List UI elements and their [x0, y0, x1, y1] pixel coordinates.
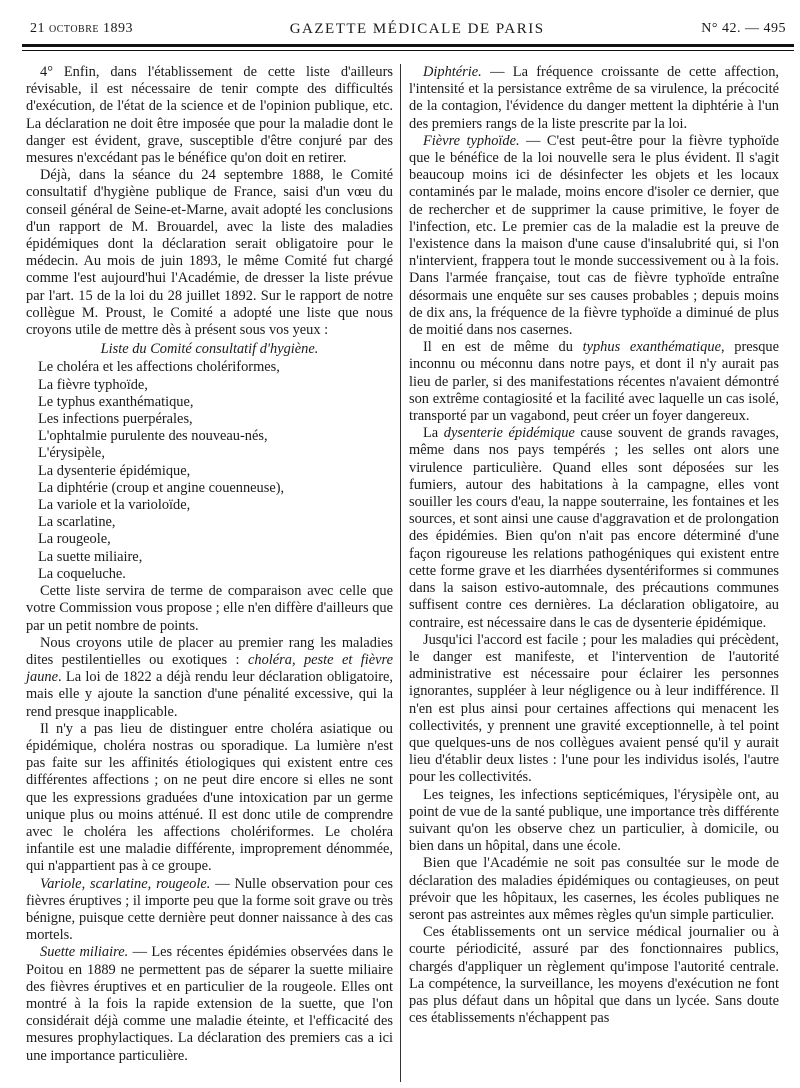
text-run-italic: dysenterie épidémique: [443, 425, 575, 442]
text-run-italic: typhus exanthématique: [582, 339, 721, 356]
text-run: — Nulle observation pour ces fièvres éruptives ; il importe peu que la forme soit grave ou très bénigne, puisque cette dernière peut donner naissance à des cas mortels.: [26, 875, 393, 944]
text-run: cause souvent de grands ravages, même dans nos pays tempérés ; les selles ont alors une virulence particulière. Quand elles sont déposées sur les fumiers, autour des habitations à la campagne, elles vont souiller les cours d'eau, la nappe souterraine, les fontaines et les sources, et sont ainsi une cause d'aggravation et de prolongation des épidémies. Bien qu'on n'ait pas encore déterminé d'une façon rigoureuse les relations pathogéniques qui existent entre cette forme grave et les diarrhées dysentériformes si communes dans la saison estivo-automnale, des précautions communes suffisent contre ces dernières. La déclaration obligatoire, au contraire, est nécessaire dans le cas de dysenterie épidémique.: [409, 425, 779, 631]
text-run: Il en est de même du: [423, 339, 583, 356]
list-item: Le typhus exanthématique,: [38, 393, 194, 410]
list-item: La fièvre typhoïde,: [38, 376, 148, 393]
paragraph: Cette liste servira de terme de comparaison avec celle que votre Commission vous propose ; elle n'en diffère d'ailleurs que par un petit nombre de points.: [26, 583, 393, 634]
text-run: Nous croyons utile de placer au premier rang les maladies dites pestilentielles ou exotiques :: [26, 634, 393, 668]
list-title: Liste du Comité consultatif d'hygiène.: [100, 341, 319, 358]
text-run-italic: choléra, peste et fièvre jaune: [26, 651, 393, 686]
disease-list: [26, 359, 393, 583]
list-item: La scarlatine,: [38, 514, 116, 531]
section-lead: Variole, scarlatine, rougeole.: [40, 875, 211, 892]
list-item: L'ophtalmie purulente des nouveau-nés,: [38, 428, 268, 445]
paragraph: [26, 944, 393, 1064]
list-item: La variole et la varioloïde,: [38, 497, 191, 514]
section-lead: Suette miliaire.: [40, 944, 129, 961]
text-run: . La loi de 1822 a déjà rendu leur déclaration obligatoire, mais elle y ajoute la sanction d'une pénalité excessive, qui la rend presque inapplicable.: [26, 669, 393, 720]
paragraph: 4° Enfin, dans l'établissement de cette liste d'ailleurs révisable, il est nécessaire de tenir compte des difficultés d'exécution, de l'état de la science et de l'opinion publique, etc. La déclaration ne doit être imposée que pour la maladie dont le danger est évident, grave, susceptible d'être conjuré par des mesures n'excédant pas le bénéfice qu'on doit en retirer.: [26, 64, 393, 167]
paragraph: Déjà, dans la séance du 24 septembre 1888, le Comité consultatif d'hygiène publique de France, saisi d'un vœu du conseil général de Seine-et-Marne, avait adopté les conclusions d'un rapport de M. Brouardel, avec la liste des maladies épidémiques dont la déclaration serait obligatoire pour le médecin. Au mois de juin 1893, le même Comité fut chargé comme l'est aujourd'hui l'Académie, de dresser la liste prévue par l'art. 15 de la loi du 28 juillet 1892. Sur le rapport de notre collègue M. Proust, le Comité a adopté une liste que nous croyons utile de mettre dès à présent sous vos yeux :: [26, 167, 393, 339]
paragraph: Il n'y a pas lieu de distinguer entre choléra asiatique ou épidémique, choléra nostras ou sporadique. La lumière n'est pas faite sur les affinités étiologiques qui existent entre ces différentes affections ; on ne peut dire encore si elles ne sont que les expressions graduées d'une intoxication par un germe unique plus ou moins atténué. Il est donc utile de comprendre avec le choléra les affections cholériformes. Le choléra infantile est une maladie différente, improprement dénommée, qui n'appartient pas à ce groupe.: [26, 720, 393, 875]
page-header: [30, 18, 786, 40]
paragraph: Les teignes, les infections septicémiques, l'érysipèle ont, au point de vue de la santé publique, une importance très différente suivant qu'on les observe chez un particulier, à domicile, ou bien dans un hôpital, dans une école.: [409, 786, 779, 855]
issue-page-number: N° 42. — 495: [701, 21, 786, 36]
section-lead: Diphtérie.: [423, 64, 482, 80]
header-rule-thin: [22, 50, 794, 51]
paragraph: [409, 425, 779, 631]
list-item: La coqueluche.: [38, 565, 126, 582]
list-item: Le choléra et les affections cholériformes,: [38, 359, 280, 376]
list-item: Les infections puerpérales,: [38, 411, 193, 428]
issue-date: 21 octobre 1893: [30, 21, 133, 36]
list-item: L'érysipèle,: [38, 445, 105, 462]
text-run: , presque inconnu ou méconnu dans notre pays, et dont il n'y aurait pas lieu de parler, si des manifestations récentes n'avaient démontré son extrême contagiosité et la facilité avec laquelle un cas isolé, transporté par un vagabond, peut créer un foyer dangereux.: [409, 339, 780, 425]
paragraph: Ces établissements ont un service médical journalier ou à courte périodicité, assuré par des fonctionnaires publics, chargés d'appliquer un règlement qu'impose l'autorité centrale. La compétence, la surveillance, les moyens d'exécution ne font pas plus défaut dans un hôpital que dans un lycée. Sans doute ces établissements n'échappent pas: [409, 924, 779, 1027]
paragraph: [26, 876, 393, 945]
text-run: — Les récentes épidémies observées dans le Poitou en 1889 ne permettent pas de séparer la suette miliaire des fièvres éruptives et en particulier de la rougeole. Elles ont montré à la fois la rapide extension de la suette, que l'on considérait déjà comme une maladie éteinte, et l'efficacité des mesures prophylactiques. La déclaration des premiers cas a ici une importance particulière.: [26, 944, 394, 1064]
list-item: La rougeole,: [38, 531, 111, 548]
list-item: La dysenterie épidémique,: [38, 462, 191, 479]
list-item: La suette miliaire,: [38, 548, 143, 565]
paragraph: [26, 635, 393, 721]
text-run: — C'est peut-être pour la fièvre typhoïde que le bénéfice de la loi nouvelle sera le plus évident. Il s'agit beaucoup moins ici de désinfecter les objets et les locaux contaminés par le malade, moins encore d'isoler ce dernier, que de rechercher et de supprimer la cause primitive, le foyer de l'infection, etc. Le premier cas de la maladie est la preuve de l'existence dans la maison d'une cause d'insalubrité qui, si l'on n'intervient, frappera tout le monde successivement ou à la fois. Dans l'armée française, tout cas de fièvre typhoïde entraîne désormais une enquête sur ses causes probables ; depuis moins de dix ans, la fréquence de la fièvre typhoïde a diminué de plus de moitié dans nos casernes.: [409, 132, 780, 339]
paragraph: Jusqu'ici l'accord est facile ; pour les maladies qui précèdent, le danger est manifeste, et l'intervention de l'autorité administrative est nécessaire pour éclairer les personnes ignorantes, suppléer à leur négligence ou à leur indifférence. Il n'en est plus ainsi pour certaines affections qui menacent les collectivités, y prennent une gravité exceptionnelle, à tel point que quelques-uns de nos collègues avaient pensé qu'il y aurait lieu d'établir deux listes : l'une pour les individus isolés, l'autre pour les collectivités.: [409, 631, 779, 786]
header-rule-thick: [22, 44, 794, 47]
column-divider: [400, 64, 401, 1082]
text-run: La: [423, 425, 444, 442]
paragraph: [409, 339, 779, 425]
journal-title: GAZETTE MÉDICALE DE PARIS: [289, 20, 545, 37]
left-column: [26, 64, 393, 1065]
paragraph: [409, 133, 779, 339]
section-lead: Fièvre typhoïde.: [423, 132, 520, 149]
paragraph: Bien que l'Académie ne soit pas consultée sur le mode de déclaration des maladies épidémiques ou contagieuses, on peut prévoir que les hôpitaux, les casernes, les écoles publiques ne seront pas astreintes aux mêmes règles qu'un simple particulier.: [409, 855, 779, 923]
text-run: — La fréquence croissante de cette affection, l'intensité et la persistance extrême de sa virulence, la précocité de la contagion, l'évidence du danger mettent la diphtérie à l'un des premiers rangs de la liste prescrite par la loi.: [409, 64, 779, 132]
list-item: La diphtérie (croup et angine couenneuse),: [38, 479, 285, 496]
paragraph: [409, 64, 779, 133]
right-column: [409, 64, 779, 1027]
